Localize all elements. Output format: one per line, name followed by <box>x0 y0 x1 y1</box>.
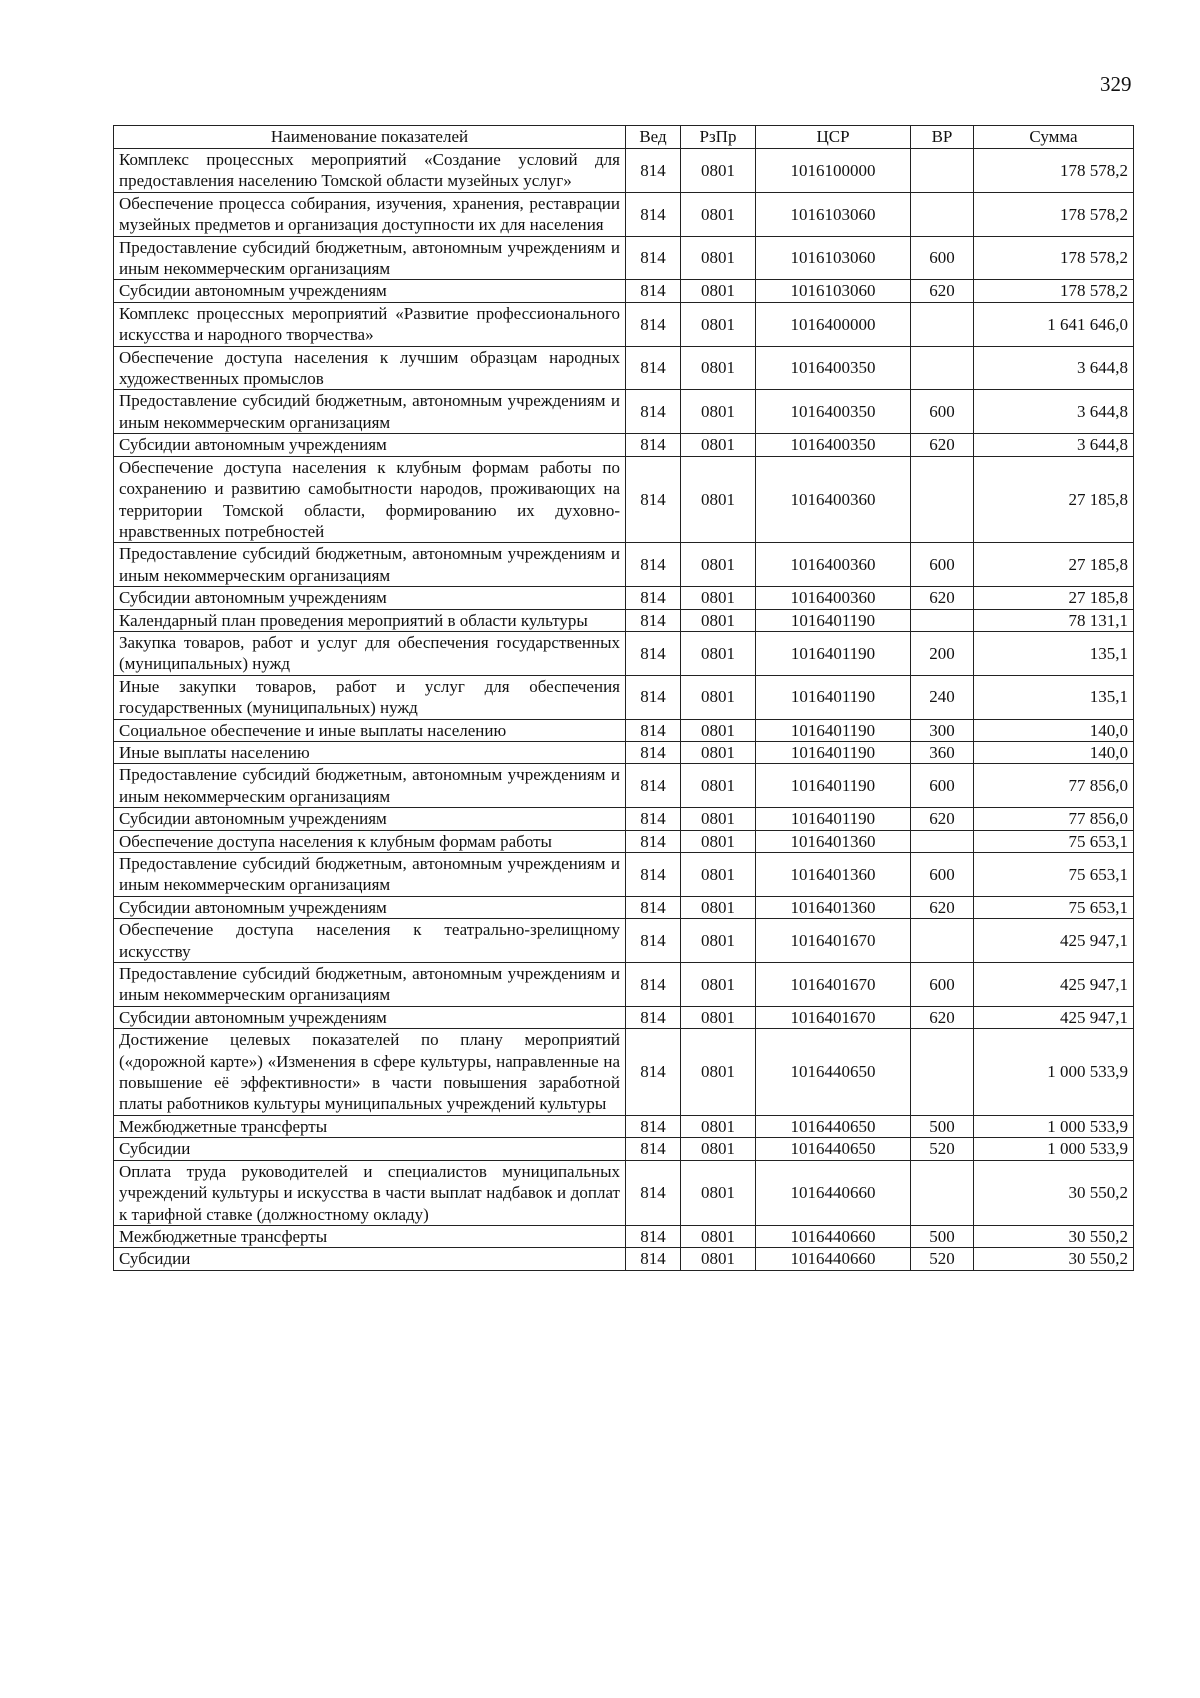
cell-ved: 814 <box>626 741 681 763</box>
cell-csr: 1016440660 <box>756 1160 911 1225</box>
cell-sum: 178 578,2 <box>974 192 1134 236</box>
budget-table <box>113 125 1134 1271</box>
cell-sum: 178 578,2 <box>974 280 1134 302</box>
cell-vr: 620 <box>911 808 974 830</box>
table-row <box>114 543 1134 587</box>
cell-ved: 814 <box>626 719 681 741</box>
cell-vr: 200 <box>911 631 974 675</box>
cell-sum: 27 185,8 <box>974 543 1134 587</box>
cell-sum: 1 000 533,9 <box>974 1115 1134 1137</box>
cell-ved: 814 <box>626 236 681 280</box>
table-row <box>114 192 1134 236</box>
cell-rzpr: 0801 <box>681 302 756 346</box>
cell-name: Межбюджетные трансферты <box>114 1115 626 1137</box>
cell-rzpr: 0801 <box>681 346 756 390</box>
cell-rzpr: 0801 <box>681 741 756 763</box>
cell-sum: 178 578,2 <box>974 149 1134 193</box>
cell-sum: 3 644,8 <box>974 390 1134 434</box>
header-csr: ЦСР <box>756 126 911 149</box>
cell-rzpr: 0801 <box>681 149 756 193</box>
header-row <box>114 126 1134 149</box>
cell-name: Предоставление субсидий бюджетным, автономным учреждениям и иным некоммерческим организациям <box>114 236 626 280</box>
cell-csr: 1016401360 <box>756 853 911 897</box>
cell-name: Субсидии автономным учреждениям <box>114 808 626 830</box>
header-vr: ВР <box>911 126 974 149</box>
cell-name: Предоставление субсидий бюджетным, автономным учреждениям и иным некоммерческим организациям <box>114 764 626 808</box>
cell-name: Комплекс процессных мероприятий «Создание условий для предоставления населению Томской области музейных услуг» <box>114 149 626 193</box>
cell-ved: 814 <box>626 434 681 456</box>
cell-ved: 814 <box>626 830 681 852</box>
cell-csr: 1016103060 <box>756 192 911 236</box>
cell-ved: 814 <box>626 390 681 434</box>
cell-vr: 600 <box>911 764 974 808</box>
cell-csr: 1016401360 <box>756 896 911 918</box>
table-body <box>114 149 1134 1271</box>
cell-ved: 814 <box>626 1006 681 1028</box>
table-row <box>114 1006 1134 1028</box>
cell-ved: 814 <box>626 919 681 963</box>
cell-ved: 814 <box>626 192 681 236</box>
cell-vr <box>911 302 974 346</box>
table-row <box>114 764 1134 808</box>
table-row <box>114 1225 1134 1247</box>
header-sum: Сумма <box>974 126 1134 149</box>
cell-name: Социальное обеспечение и иные выплаты населению <box>114 719 626 741</box>
cell-ved: 814 <box>626 631 681 675</box>
cell-sum: 425 947,1 <box>974 963 1134 1007</box>
cell-csr: 1016400000 <box>756 302 911 346</box>
cell-rzpr: 0801 <box>681 830 756 852</box>
cell-ved: 814 <box>626 280 681 302</box>
cell-csr: 1016440650 <box>756 1029 911 1116</box>
cell-csr: 1016401190 <box>756 675 911 719</box>
table-row <box>114 1248 1134 1270</box>
cell-rzpr: 0801 <box>681 1006 756 1028</box>
cell-vr: 600 <box>911 390 974 434</box>
cell-rzpr: 0801 <box>681 587 756 609</box>
cell-rzpr: 0801 <box>681 543 756 587</box>
cell-rzpr: 0801 <box>681 963 756 1007</box>
cell-rzpr: 0801 <box>681 719 756 741</box>
cell-ved: 814 <box>626 609 681 631</box>
cell-ved: 814 <box>626 456 681 543</box>
table-row <box>114 919 1134 963</box>
cell-name: Субсидии автономным учреждениям <box>114 896 626 918</box>
cell-rzpr: 0801 <box>681 280 756 302</box>
cell-rzpr: 0801 <box>681 236 756 280</box>
cell-vr <box>911 609 974 631</box>
cell-sum: 3 644,8 <box>974 346 1134 390</box>
cell-csr: 1016440650 <box>756 1115 911 1137</box>
cell-vr: 520 <box>911 1138 974 1160</box>
cell-sum: 135,1 <box>974 675 1134 719</box>
cell-rzpr: 0801 <box>681 919 756 963</box>
cell-csr: 1016103060 <box>756 280 911 302</box>
cell-vr: 600 <box>911 543 974 587</box>
cell-name: Субсидии автономным учреждениям <box>114 587 626 609</box>
table-row <box>114 830 1134 852</box>
cell-csr: 1016440650 <box>756 1138 911 1160</box>
cell-csr: 1016400350 <box>756 346 911 390</box>
cell-rzpr: 0801 <box>681 1115 756 1137</box>
table-row <box>114 346 1134 390</box>
cell-rzpr: 0801 <box>681 1160 756 1225</box>
table-row <box>114 1115 1134 1137</box>
cell-vr: 620 <box>911 896 974 918</box>
cell-sum: 178 578,2 <box>974 236 1134 280</box>
cell-rzpr: 0801 <box>681 853 756 897</box>
cell-rzpr: 0801 <box>681 675 756 719</box>
cell-vr <box>911 456 974 543</box>
cell-vr: 300 <box>911 719 974 741</box>
cell-csr: 1016400360 <box>756 456 911 543</box>
cell-name: Комплекс процессных мероприятий «Развитие профессионального искусства и народного творчества» <box>114 302 626 346</box>
cell-csr: 1016401190 <box>756 631 911 675</box>
header-ved: Вед <box>626 126 681 149</box>
cell-ved: 814 <box>626 543 681 587</box>
cell-name: Предоставление субсидий бюджетным, автономным учреждениям и иным некоммерческим организациям <box>114 853 626 897</box>
cell-vr: 520 <box>911 1248 974 1270</box>
table-row <box>114 853 1134 897</box>
cell-csr: 1016401190 <box>756 741 911 763</box>
cell-sum: 140,0 <box>974 719 1134 741</box>
cell-csr: 1016100000 <box>756 149 911 193</box>
cell-csr: 1016401670 <box>756 1006 911 1028</box>
cell-sum: 3 644,8 <box>974 434 1134 456</box>
cell-rzpr: 0801 <box>681 434 756 456</box>
table-row <box>114 675 1134 719</box>
cell-name: Субсидии <box>114 1138 626 1160</box>
cell-ved: 814 <box>626 1160 681 1225</box>
cell-vr <box>911 919 974 963</box>
cell-name: Обеспечение доступа населения к театрально-зрелищному искусству <box>114 919 626 963</box>
cell-vr <box>911 830 974 852</box>
cell-csr: 1016103060 <box>756 236 911 280</box>
cell-rzpr: 0801 <box>681 609 756 631</box>
table-row <box>114 963 1134 1007</box>
cell-rzpr: 0801 <box>681 764 756 808</box>
cell-name: Субсидии автономным учреждениям <box>114 434 626 456</box>
cell-vr <box>911 192 974 236</box>
cell-sum: 1 641 646,0 <box>974 302 1134 346</box>
cell-sum: 135,1 <box>974 631 1134 675</box>
cell-csr: 1016401190 <box>756 719 911 741</box>
cell-rzpr: 0801 <box>681 1225 756 1247</box>
cell-name: Предоставление субсидий бюджетным, автономным учреждениям и иным некоммерческим организациям <box>114 963 626 1007</box>
cell-sum: 77 856,0 <box>974 764 1134 808</box>
cell-sum: 425 947,1 <box>974 1006 1134 1028</box>
cell-vr: 620 <box>911 587 974 609</box>
cell-csr: 1016401670 <box>756 919 911 963</box>
cell-sum: 77 856,0 <box>974 808 1134 830</box>
table-header <box>114 126 1134 149</box>
cell-sum: 27 185,8 <box>974 456 1134 543</box>
table-row <box>114 302 1134 346</box>
table-row <box>114 896 1134 918</box>
cell-name: Иные закупки товаров, работ и услуг для обеспечения государственных (муниципальных) нужд <box>114 675 626 719</box>
cell-vr <box>911 1029 974 1116</box>
cell-sum: 1 000 533,9 <box>974 1138 1134 1160</box>
table-row <box>114 631 1134 675</box>
cell-vr: 500 <box>911 1225 974 1247</box>
cell-ved: 814 <box>626 853 681 897</box>
cell-name: Обеспечение доступа населения к клубным формам работы по сохранению и развитию самобытности народов, проживающих на территории Томской области, формированию их духовно-нравственных потребностей <box>114 456 626 543</box>
cell-rzpr: 0801 <box>681 631 756 675</box>
cell-csr: 1016401190 <box>756 764 911 808</box>
cell-csr: 1016400350 <box>756 390 911 434</box>
cell-vr: 500 <box>911 1115 974 1137</box>
cell-rzpr: 0801 <box>681 1029 756 1116</box>
table-row <box>114 390 1134 434</box>
cell-name: Календарный план проведения мероприятий в области культуры <box>114 609 626 631</box>
cell-ved: 814 <box>626 1138 681 1160</box>
cell-vr: 600 <box>911 853 974 897</box>
cell-name: Субсидии <box>114 1248 626 1270</box>
cell-ved: 814 <box>626 896 681 918</box>
cell-rzpr: 0801 <box>681 456 756 543</box>
header-name: Наименование показателей <box>114 126 626 149</box>
cell-rzpr: 0801 <box>681 192 756 236</box>
cell-vr: 600 <box>911 236 974 280</box>
table-row <box>114 434 1134 456</box>
cell-vr: 240 <box>911 675 974 719</box>
cell-sum: 75 653,1 <box>974 896 1134 918</box>
table-row <box>114 587 1134 609</box>
cell-name: Субсидии автономным учреждениям <box>114 280 626 302</box>
cell-sum: 30 550,2 <box>974 1160 1134 1225</box>
cell-rzpr: 0801 <box>681 390 756 434</box>
cell-csr: 1016440660 <box>756 1248 911 1270</box>
cell-sum: 75 653,1 <box>974 830 1134 852</box>
cell-name: Межбюджетные трансферты <box>114 1225 626 1247</box>
cell-sum: 78 131,1 <box>974 609 1134 631</box>
cell-ved: 814 <box>626 1225 681 1247</box>
cell-sum: 1 000 533,9 <box>974 1029 1134 1116</box>
table-row <box>114 741 1134 763</box>
cell-rzpr: 0801 <box>681 1138 756 1160</box>
cell-name: Субсидии автономным учреждениям <box>114 1006 626 1028</box>
cell-ved: 814 <box>626 675 681 719</box>
cell-vr <box>911 1160 974 1225</box>
cell-rzpr: 0801 <box>681 1248 756 1270</box>
cell-name: Иные выплаты населению <box>114 741 626 763</box>
table-row <box>114 1160 1134 1225</box>
cell-name: Оплата труда руководителей и специалистов муниципальных учреждений культуры и искусства в части выплат надбавок и доплат к тарифной ставке (должностному окладу) <box>114 1160 626 1225</box>
cell-ved: 814 <box>626 302 681 346</box>
cell-rzpr: 0801 <box>681 896 756 918</box>
cell-csr: 1016400360 <box>756 587 911 609</box>
cell-name: Предоставление субсидий бюджетным, автономным учреждениям и иным некоммерческим организациям <box>114 390 626 434</box>
page-number: 329 <box>1100 72 1132 96</box>
cell-vr: 620 <box>911 1006 974 1028</box>
cell-rzpr: 0801 <box>681 808 756 830</box>
cell-sum: 27 185,8 <box>974 587 1134 609</box>
cell-csr: 1016401190 <box>756 609 911 631</box>
cell-sum: 30 550,2 <box>974 1248 1134 1270</box>
table-row <box>114 808 1134 830</box>
cell-csr: 1016400360 <box>756 543 911 587</box>
cell-name: Предоставление субсидий бюджетным, автономным учреждениям и иным некоммерческим организациям <box>114 543 626 587</box>
cell-csr: 1016401190 <box>756 808 911 830</box>
cell-ved: 814 <box>626 346 681 390</box>
cell-ved: 814 <box>626 764 681 808</box>
table-row <box>114 1138 1134 1160</box>
table-row <box>114 236 1134 280</box>
cell-vr <box>911 149 974 193</box>
table-row <box>114 456 1134 543</box>
cell-ved: 814 <box>626 587 681 609</box>
table-row <box>114 609 1134 631</box>
cell-name: Обеспечение доступа населения к клубным формам работы <box>114 830 626 852</box>
cell-vr: 360 <box>911 741 974 763</box>
cell-vr: 620 <box>911 434 974 456</box>
cell-csr: 1016400350 <box>756 434 911 456</box>
table-row <box>114 280 1134 302</box>
table-row <box>114 719 1134 741</box>
cell-csr: 1016401360 <box>756 830 911 852</box>
cell-ved: 814 <box>626 1029 681 1116</box>
cell-vr: 620 <box>911 280 974 302</box>
cell-ved: 814 <box>626 1248 681 1270</box>
cell-name: Обеспечение процесса собирания, изучения, хранения, реставрации музейных предметов и организация доступности их для населения <box>114 192 626 236</box>
cell-ved: 814 <box>626 963 681 1007</box>
cell-ved: 814 <box>626 149 681 193</box>
cell-sum: 140,0 <box>974 741 1134 763</box>
cell-ved: 814 <box>626 1115 681 1137</box>
cell-csr: 1016401670 <box>756 963 911 1007</box>
cell-csr: 1016440660 <box>756 1225 911 1247</box>
cell-name: Закупка товаров, работ и услуг для обеспечения государственных (муниципальных) нужд <box>114 631 626 675</box>
cell-name: Достижение целевых показателей по плану мероприятий («дорожной карте») «Изменения в сфере культуры, направленные на повышение её эффективности» в части повышения заработной платы работников культуры муниципальных учреждений культуры <box>114 1029 626 1116</box>
cell-vr: 600 <box>911 963 974 1007</box>
cell-sum: 75 653,1 <box>974 853 1134 897</box>
table-row <box>114 149 1134 193</box>
cell-ved: 814 <box>626 808 681 830</box>
cell-sum: 425 947,1 <box>974 919 1134 963</box>
cell-sum: 30 550,2 <box>974 1225 1134 1247</box>
header-rzpr: РзПр <box>681 126 756 149</box>
table-row <box>114 1029 1134 1116</box>
cell-name: Обеспечение доступа населения к лучшим образцам народных художественных промыслов <box>114 346 626 390</box>
cell-vr <box>911 346 974 390</box>
